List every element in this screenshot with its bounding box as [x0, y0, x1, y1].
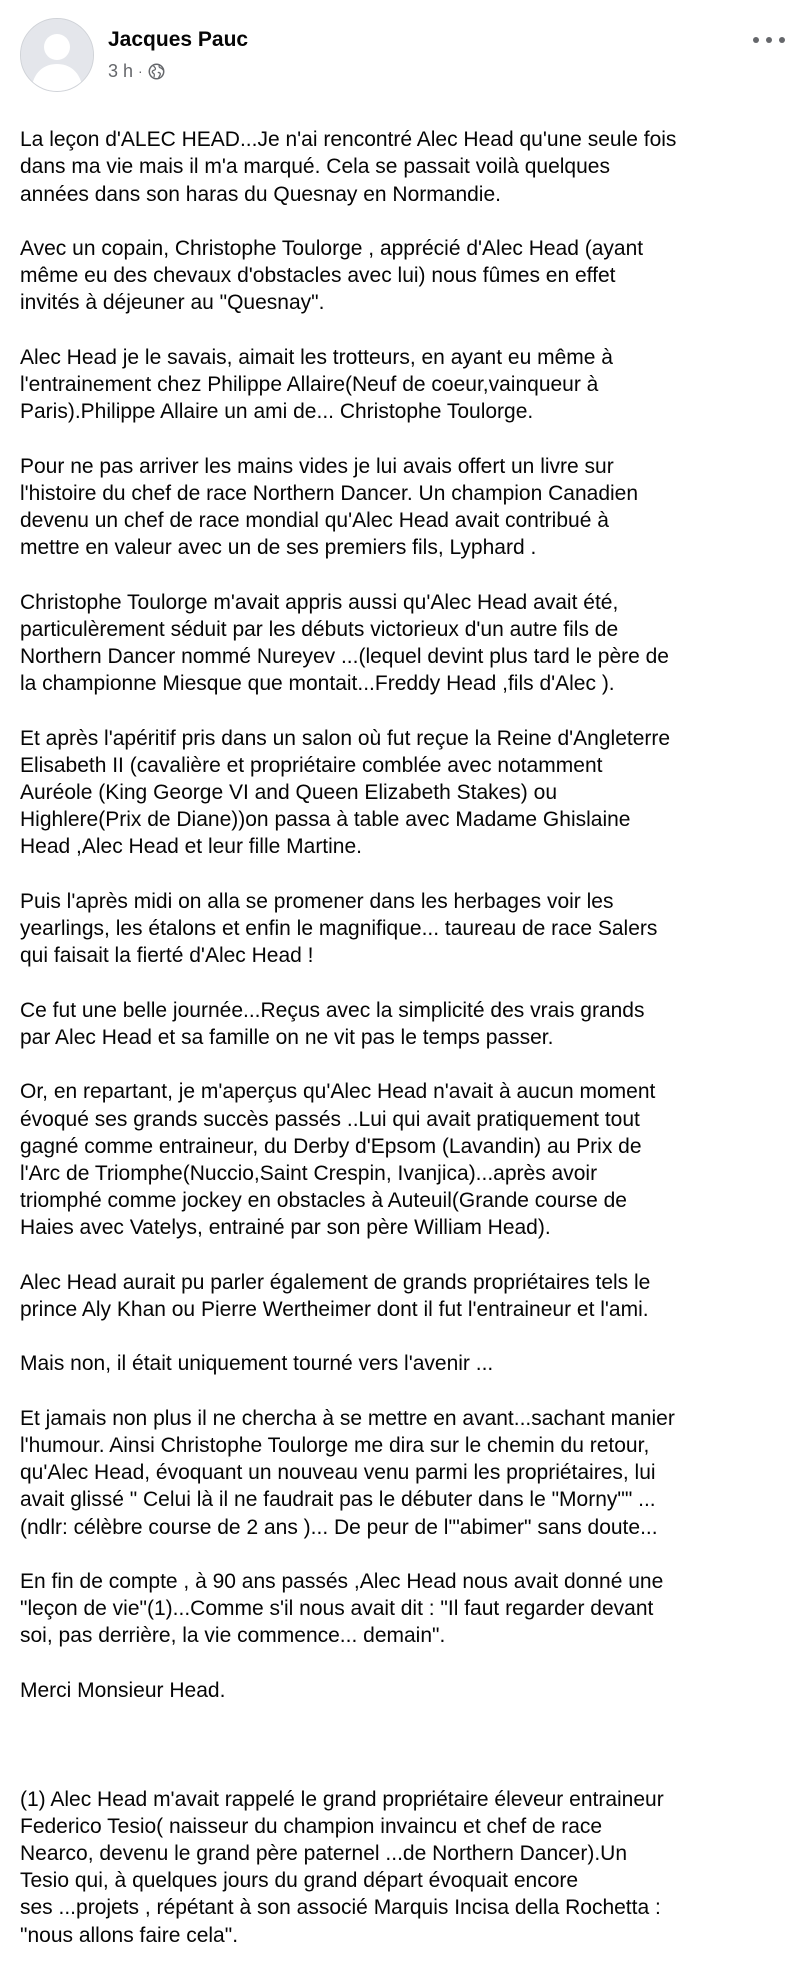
- more-dots-icon[interactable]: [753, 30, 785, 50]
- post-paragraph: La leçon d'ALEC HEAD...Je n'ai rencontré Alec Head qu'une seule fois dans ma vie mais il m'a marqué. Cela se passait voilà quelques années dans son haras du Quesnay en Normandie.: [20, 128, 677, 206]
- post-time[interactable]: 3 h: [108, 60, 134, 81]
- post-paragraph: Alec Head je le savais, aimait les trotteurs, en ayant eu même à l'entrainement chez Philippe Allaire(Neuf de coeur,vainqueur à Paris).Philippe Allaire un ami de... Christophe Toulorge.: [20, 345, 613, 424]
- post-paragraph: Ce fut une belle journée...Reçus avec la simplicité des vrais grands par Alec Head et sa famille on ne vit pas le temps passer.: [20, 998, 645, 1049]
- post-paragraph: Pour ne pas arriver les mains vides je lui avais offert un livre sur l'histoire du chef de race Northern Dancer. Un champion Canadien devenu un chef de race mondial qu'Alec Head avait contribué à mettre en valeur avec un de ses premiers fils, Lyphard .: [20, 454, 639, 560]
- post-paragraph: Et jamais non plus il ne chercha à se mettre en avant...sachant manier l'humour. Ainsi Christophe Toulorge me dira sur le chemin du retour, qu'Alec Head, évoquant un nouveau venu parmi les propriétaires, lui avait glissé " Celui là il ne faudrait pas le débuter dans le "Morny"" ... (ndlr: célèbre course de 2 ans )... De peur de l'"abimer" sans doute...: [20, 1406, 675, 1539]
- post-text: [20, 99, 790, 1976]
- post-meta: [108, 60, 165, 82]
- post-footnote: (1) Alec Head m'avait rappelé le grand propriétaire éleveur entraineur Federico Tesio( naisseur du champion invaincu et chef de race Nearco, devenu le grand père paternel ...de Northern Dancer).Un Tesio qui, à quelques jours du grand départ évoquait encore ses ...projets , répétant à son associé Marquis Incisa della Rochetta : "nous allons faire cela".: [20, 1787, 664, 1947]
- post-paragraph: Avec un copain, Christophe Toulorge , apprécié d'Alec Head (ayant même eu des chevaux d'obstacles avec lui) nous fûmes en effet invités à déjeuner au "Quesnay".: [20, 237, 644, 315]
- post-header: [20, 18, 785, 90]
- more-dot: [779, 37, 785, 43]
- author-name[interactable]: Jacques Pauc: [108, 28, 249, 51]
- post-paragraph: Merci Monsieur Head.: [20, 1678, 226, 1702]
- default-profile-icon: [21, 19, 93, 91]
- paragraph-spacer: [20, 1731, 790, 1758]
- avatar[interactable]: [20, 18, 94, 92]
- post-paragraph: Alec Head aurait pu parler également de grands propriétaires tels le prince Aly Khan ou Pierre Wertheimer dont il fut l'entraineur et l'ami.: [20, 1270, 651, 1321]
- more-dot: [766, 37, 772, 43]
- meta-separator: ·: [138, 63, 143, 79]
- globe-icon[interactable]: [148, 63, 165, 80]
- post-paragraph: Et après l'apéritif pris dans un salon où fut reçue la Reine d'Angleterre Elisabeth II (cavalière et propriétaire comblée avec notamment Auréole (King George VI and Queen Elizabeth Stakes) ou Highlere(Prix de Diane))on passa à table avec Madame Ghislaine Head ,Alec Head et leur fille Martine.: [20, 726, 671, 859]
- post-paragraph: En fin de compte , à 90 ans passés ,Alec Head nous avait donné une "leçon de vie"(1)...Comme s'il nous avait dit : "Il faut regarder devant soi, pas derrière, la vie commence... demain".: [20, 1569, 664, 1648]
- post-paragraph: Mais non, il était uniquement tourné vers l'avenir ...: [20, 1352, 494, 1376]
- post-paragraph: Or, en repartant, je m'aperçus qu'Alec Head n'avait à aucun moment évoqué ses grands succès passés ..Lui qui avait pratiquement tout gagné comme entraineur, du Derby d'Epsom (Lavandin) au Prix de l'Arc de Triomphe(Nuccio,Saint Crespin, Ivanjica)...après avoir triomphé comme jockey en obstacles à Auteuil(Grande course de Haies avec Vatelys, entrainé par son père William Head).: [20, 1080, 656, 1240]
- post-paragraph: Puis l'après midi on alla se promener dans les herbages voir les yearlings, les étalons et enfin le magnifique... taureau de race Salers qui faisait la fierté d'Alec Head !: [20, 889, 658, 968]
- post-paragraph: Christophe Toulorge m'avait appris aussi qu'Alec Head avait été, particulèrement séduit par les débuts victorieux d'un autre fils de Northern Dancer nommé Nureyev ...(lequel devint plus tard le père de la championne Miesque que montait...Freddy Head ,fils d'Alec ).: [20, 590, 669, 696]
- more-dot: [753, 37, 759, 43]
